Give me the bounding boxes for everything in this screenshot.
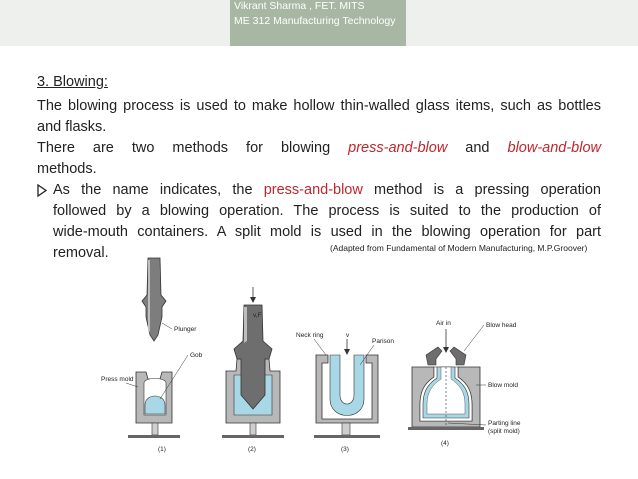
plunger-shape (142, 258, 166, 341)
ejector-2 (250, 423, 256, 435)
bullet-text-4: removal. (53, 245, 109, 261)
ejector-3 (342, 423, 350, 435)
stage-4 (408, 320, 521, 447)
blow-head-left (426, 347, 442, 365)
label-plunger: Plunger (174, 326, 197, 333)
label-neck-ring: Neck ring (296, 332, 324, 339)
label-step-3: (3) (341, 446, 349, 453)
label-air-in: Air in (436, 320, 451, 327)
base-1 (128, 435, 180, 438)
methods-text-3: methods. (37, 161, 97, 177)
press-and-blow-diagram (86, 255, 556, 465)
gob-shape (145, 396, 165, 414)
label-split-mold: (split mold) (488, 428, 520, 435)
parison-shape (330, 355, 364, 416)
term-press-and-blow: press-and-blow (348, 140, 448, 156)
label-gob: Gob (190, 352, 203, 359)
label-blow-mold: Blow mold (488, 382, 518, 389)
blow-head-right (450, 347, 466, 365)
label-step-4: (4) (441, 440, 449, 447)
section-heading: 3. Blowing: (37, 74, 108, 90)
term-blow-and-blow: blow-and-blow (507, 140, 602, 156)
reference-citation: (Adapted from Fundamental of Modern Manufacturing, M.P.Groover) (330, 243, 588, 253)
label-step-2: (2) (248, 446, 256, 453)
stage-1 (101, 258, 203, 453)
label-vf: v,F (253, 312, 262, 319)
ejector-1 (152, 423, 158, 435)
bullet-text-3: wide-mouth containers. A split mold is used in the blowing operation for part (53, 224, 601, 240)
header-author: Vikrant Sharma , FET. MITS (234, 0, 365, 12)
stage-3 (296, 332, 394, 453)
label-v: v (346, 332, 350, 339)
label-step-1: (1) (158, 446, 166, 453)
methods-text-1: There are two methods for blowing (37, 140, 349, 156)
bullet-text-1a: As the name indicates, the (53, 182, 264, 198)
paragraph-methods (37, 138, 601, 180)
paragraph-blowing-intro: The blowing process is used to make hollow thin-walled glass items, such as bottles and flasks. (37, 98, 601, 135)
slide-header (0, 0, 638, 46)
bullet-text-1b: method is a pressing operation (362, 182, 601, 198)
bullet-text-2: followed by a blowing operation. The process is suited to the production of (53, 203, 601, 219)
plunger-highlight-2 (244, 307, 247, 343)
label-parison: Parison (372, 338, 395, 345)
methods-text-2: and (447, 140, 508, 156)
base-4 (408, 427, 484, 430)
base-3 (314, 435, 380, 438)
plunger-highlight (148, 260, 150, 333)
bullet-term-press-and-blow: press-and-blow (263, 182, 363, 198)
stage-2 (222, 287, 284, 453)
label-parting-line: Parting line (488, 420, 521, 427)
label-press-mold: Press mold (101, 376, 134, 383)
bullet-arrow-icon (37, 180, 48, 208)
label-blow-head: Blow head (486, 322, 517, 329)
header-course: ME 312 Manufacturing Technology (234, 15, 396, 27)
base-2 (222, 435, 284, 438)
